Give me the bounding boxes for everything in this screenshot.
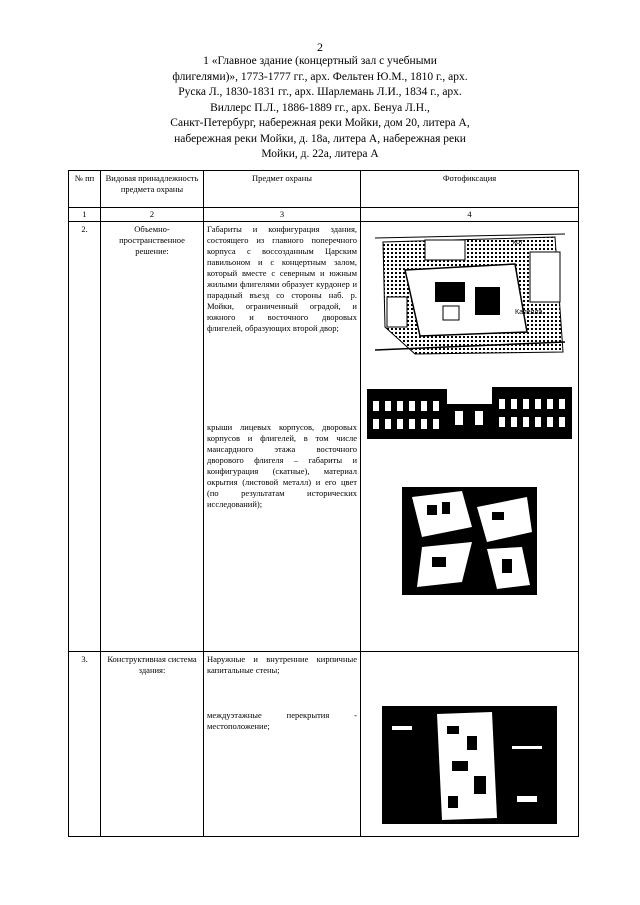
- row-photos: [361, 222, 579, 652]
- subject-text: Наружные и внутренние кирпичные капитальные стены;: [207, 654, 357, 675]
- table-row: [69, 652, 579, 837]
- header-subject: Предмет охраны: [204, 171, 361, 208]
- title-line: Мойки, д. 22а, литера А: [261, 148, 379, 160]
- page-number: 2: [317, 40, 323, 54]
- row-photos: [361, 652, 579, 837]
- row-subject: [204, 222, 361, 652]
- header-num: № пп: [69, 171, 101, 208]
- map-label: кот: [512, 239, 523, 246]
- title-line: Руска Л., 1830-1831 гг., арх. Шарлемань Л.И., 1834 г., арх.: [178, 86, 462, 98]
- site-plan-image: [375, 232, 565, 357]
- title-line: набережная реки Мойки, д. 18а, литера А, набережная реки: [174, 132, 466, 145]
- title-line: 1 «Главное здание (концертный зал с учебными: [203, 55, 437, 67]
- subject-text: Габариты и конфигурация здания, состоящего из главного поперечного корпуса с воссозданным Царским павильоном и с концертным залом, который вместе с северным и южным жилыми флигелями образует курдонер и парадный въезд со стороны наб. р. Мойки, ограниченный оградой, и южного и восточного дворовых флигелей, образующих второй двор;: [207, 224, 357, 333]
- subject-text: междуэтажные перекрытия - местоположение;: [207, 710, 357, 731]
- subject-text: крыши лицевых корпусов, дворовых корпусов и флигелей, в том числе мансардного этажа восточного дворового флигеля – габариты и конфигурация (скатные), материал окрытия (листовой металл) и его цвет (по результатам исторических исследований);: [207, 422, 357, 509]
- row-type: Конструктивная система здания:: [101, 652, 204, 837]
- interior-structure-photo: [382, 706, 557, 824]
- row-number: 2.: [69, 222, 101, 652]
- table-header-row: [69, 171, 579, 208]
- map-label: Капелла: [514, 309, 542, 316]
- row-subject: [204, 652, 361, 837]
- row-type: Объемно-пространственное решение:: [101, 222, 204, 652]
- row-number: 3.: [69, 652, 101, 837]
- protection-table: [68, 170, 579, 837]
- title-line: флигелями)», 1773-1777 гг., арх. Фельтен Ю.М., 1810 г., арх.: [172, 70, 468, 83]
- colnum-2: 2: [101, 208, 204, 222]
- title-line: Санкт-Петербург, набережная реки Мойки, дом 20, литера А,: [170, 117, 470, 129]
- facade-photo: [367, 379, 572, 449]
- colnum-3: 3: [204, 208, 361, 222]
- colnum-1: 1: [69, 208, 101, 222]
- column-number-row: [69, 208, 579, 222]
- title-line: Виллерс П.Л., 1886-1889 гг., арх. Бенуа Л.Н.,: [210, 101, 430, 114]
- header-photo: Фотофиксация: [361, 171, 579, 208]
- roof-aerial-photo: [402, 487, 537, 595]
- header-type: Видовая принадлежность предмета охраны: [101, 171, 204, 208]
- table-row: [69, 222, 579, 652]
- colnum-4: 4: [361, 208, 579, 222]
- document-title: [120, 54, 520, 163]
